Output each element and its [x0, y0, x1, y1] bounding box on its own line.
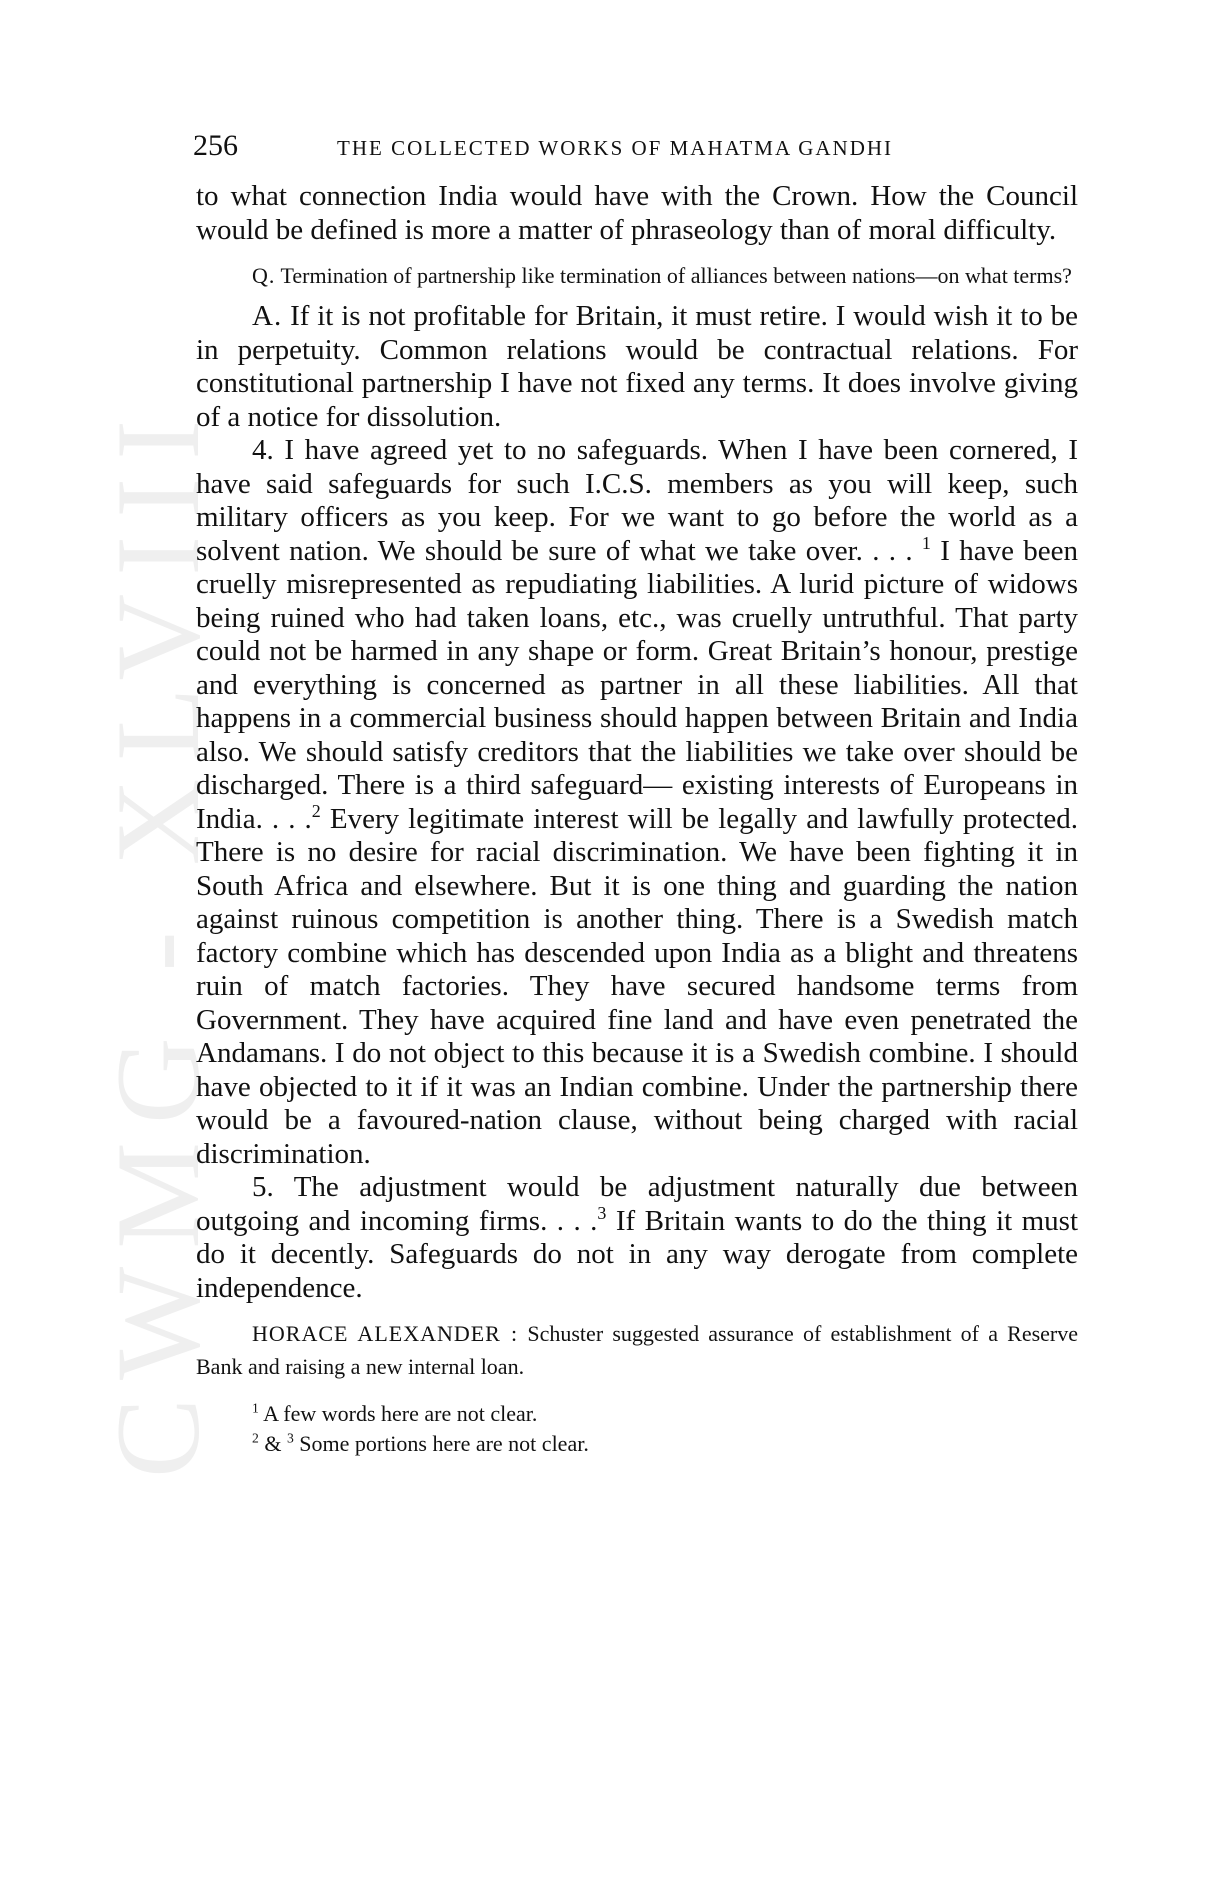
answer-label: A. — [252, 300, 283, 332]
paragraph-safeguards — [196, 434, 1078, 1171]
running-title: THE COLLECTED WORKS OF MAHATMA GANDHI — [337, 136, 894, 160]
footnote-ref: 3 — [597, 1202, 607, 1223]
question-paragraph — [196, 259, 1078, 292]
paragraph-text: 4. I have agreed yet to no safeguards. When I have been cornered, I have said safeguards for such I.C.S. members as you will keep, such military officers as you keep. For we want to go before the world as a solvent nation. We should be sure of what we take over. . . . — [196, 434, 1078, 567]
page-header — [193, 126, 1083, 166]
footnotes — [196, 1399, 1078, 1459]
watermark — [91, 390, 225, 1490]
speaker-name: HORACE ALEXANDER : — [252, 1321, 519, 1346]
footnote-ref: 2 — [311, 800, 321, 821]
footnote-text: A few words here are not clear. — [263, 1401, 538, 1426]
page-number: 256 — [193, 129, 238, 162]
footnote-ampersand: & — [264, 1431, 282, 1456]
footnote-2-3 — [196, 1429, 1078, 1459]
watermark-text: CWMG - XLVIII — [91, 401, 225, 1479]
paragraph-text: to what connection India would have with the Crown. How the Council would be defined is more a matter of phraseology than of moral difficulty. — [196, 180, 1078, 246]
page-content — [196, 180, 1078, 1459]
footnote-mark: 1 — [252, 1400, 259, 1416]
paragraph-text: If Britain wants to do the thing it must do it decently. Safeguards do not in any way derogate from complete independence. — [196, 1204, 1079, 1304]
paragraph-adjustment — [196, 1171, 1078, 1305]
footnote-text: Some portions here are not clear. — [299, 1431, 589, 1456]
footnote-ref: 1 — [921, 532, 931, 553]
answer-text: If it is not profitable for Britain, it must retire. I would wish it to be in perpetuity. Common relations would be contractual relations. For constitutional partnership I have not fixed any terms. It does involve giving of a notice for dissolution. — [196, 300, 1078, 433]
speaker-paragraph — [196, 1317, 1078, 1383]
question-text: Termination of partnership like termination of alliances between nations—on what terms? — [280, 263, 1072, 288]
footnote-mark: 3 — [286, 1430, 294, 1446]
paragraph-continuation — [196, 180, 1078, 247]
footnote-mark: 2 — [252, 1430, 259, 1446]
paragraph-text: 5. The adjustment would be adjustment naturally due between outgoing and incoming firms. . . . — [196, 1171, 1078, 1237]
question-label: Q. — [252, 263, 276, 288]
footnote-1 — [196, 1399, 1078, 1429]
speaker-text: Schuster suggested assurance of establishment of a Reserve Bank and raising a new internal loan. — [196, 1321, 1079, 1379]
paragraph-text: I have been cruelly misrepresented as repudiating liabilities. A lurid picture of widows being ruined who had taken loans, etc., was cruelly untruthful. That party could not be harmed in any shape or form. Great Britain’s honour, prestige and everything is concerned as partner in all these liabilities. All that happens in a commercial business should happen between Britain and India also. We should satisfy creditors that the liabilities we take over should be discharged. There is a third safeguard— existing interests of Europeans in India. . . . — [196, 534, 1079, 835]
paragraph-text: Every legitimate interest will be legally and lawfully protected. There is no desire for racial discrimination. We have been fighting it in South Africa and elsewhere. But it is one thing and guarding the nation against ruinous competition is another thing. There is a Swedish match factory combine which has descended upon India as a blight and threatens ruin of match factories. They have secured handsome terms from Government. They have acquired fine land and have even penetrated the Andamans. I do not object to this because it is a Swedish combine. I should have objected to it if it was an Indian combine. Under the partnership there would be a favoured-nation clause, without being charged with racial discrimination. — [196, 802, 1079, 1170]
answer-paragraph — [196, 300, 1078, 434]
